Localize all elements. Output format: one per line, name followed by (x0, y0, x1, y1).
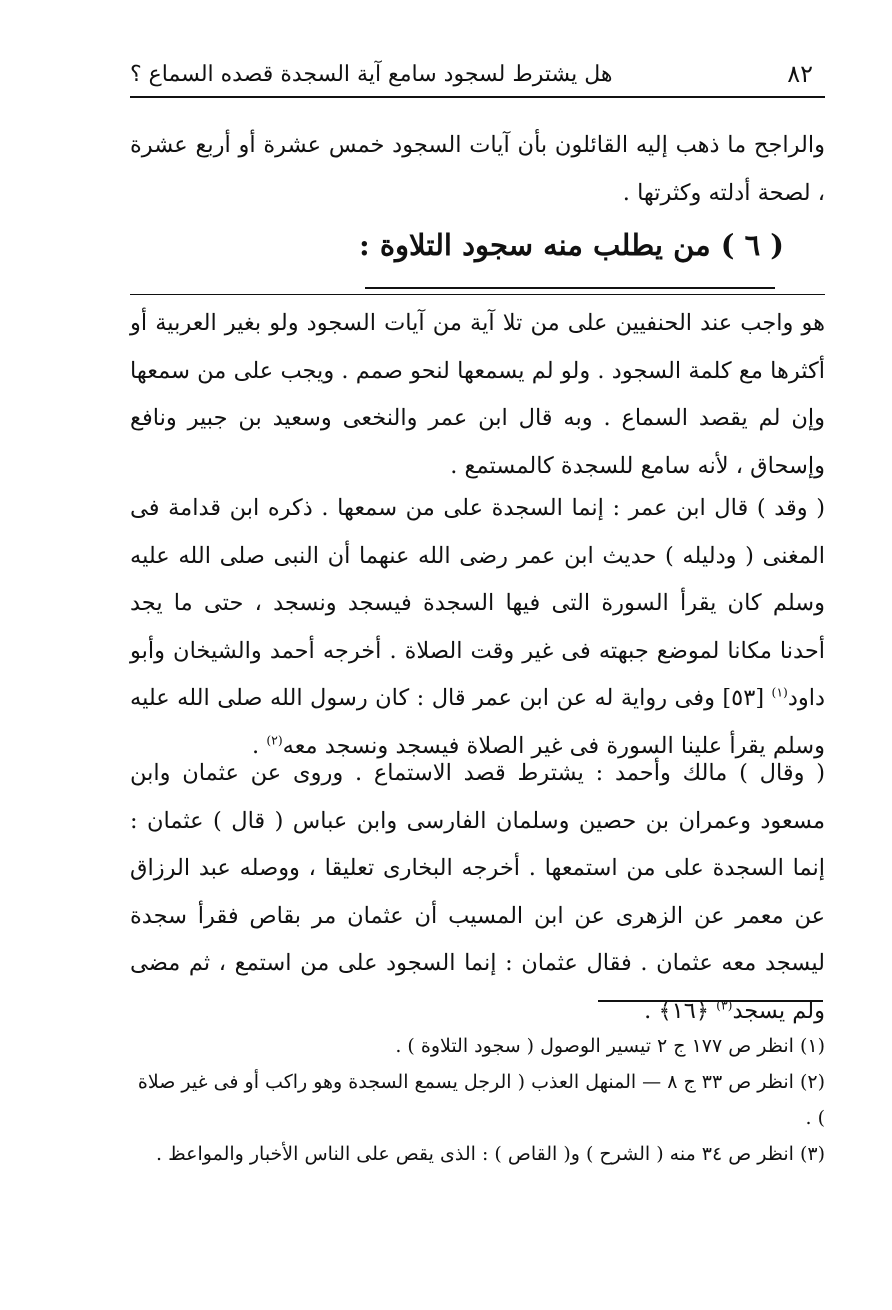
paragraph-text: . (252, 732, 267, 759)
footnote-3: (٣) انظر ص ٣٤ منه ( الشرح ) و( القاص ) : الذى يقص على الناس الأخبار والمواعظ . (156, 1143, 825, 1165)
page-number: ٨٢ (787, 60, 813, 88)
running-title: هل يشترط لسجود سامع آية السجدة قصده السماع ؟ (130, 61, 613, 87)
paragraph-text: ﴿١٦﴾ . (644, 997, 717, 1024)
paragraph-hanafi-ruling: هو واجب عند الحنفيين على من تلا آية من آيات السجود ولو بغير العربية أو أكثرها مع كلمة السجود . ولو لم يسمعها لنحو صمم . ويجب على من سمعها وإن لم يقصد السماع . وبه قال ابن عمر والنخعى وسعيد بن جبير ونافع وإسحاق ، لأنه سامع للسجدة كالمستمع . (130, 310, 825, 479)
paragraph-text: ( وقد ) قال ابن عمر : إنما السجدة على من سمعها . ذكره ابن قدامة فى المغنى ( ودليله ) حديث ابن عمر رضى الله عنهما أن النبى صلى الله عليه وسلم كان يقرأ السورة التى فيها السجدة فيسجد ونسجد ، حتى ما يجد أحدنا مكانا لموضع جبهته فى غير وقت الصلاة . أخرجه أحمد والشيخان وأبو داود (130, 495, 825, 711)
page-header (130, 52, 825, 98)
heading-underline (365, 287, 775, 289)
footnote-ref-1[interactable]: (١) (771, 685, 788, 700)
footnote-ref-3[interactable]: (٣) (716, 998, 733, 1012)
section-heading: ( ٦ ) من يطلب منه سجود التلاوة : (359, 228, 784, 262)
intro-paragraph: والراجح ما ذهب إليه القائلون بأن آيات السجود خمس عشرة أو أربع عشرة ، لصحة أدلته وكثرتها . (130, 132, 825, 206)
footnote-2: (٢) انظر ص ٣٣ ج ٨ — المنهل العذب ( الرجل يسمع السجدة وهو راكب أو فى غير صلاة ) . (137, 1071, 825, 1129)
footnote-ref-2[interactable]: (٢) (266, 733, 283, 747)
paragraph-ibn-umar (130, 485, 825, 770)
paragraph-text: ( وقال ) مالك وأحمد : يشترط قصد الاستماع . وروى عن عثمان وابن مسعود وعمران بن حصين وسلمان الفارسى وابن عباس ( قال ) عثمان : إنما السجدة على من استمعها . أخرجه البخارى تعليقا ، ووصله عبد الرزاق عن معمر عن الزهرى عن ابن المسيب أن عثمان مر بقاص فقرأ سجدة ليسجد معه عثمان . فقال عثمان : إنما السجود على من استمع ، ثم مضى ولم يسجد (130, 760, 825, 1024)
footnotes (130, 1028, 825, 1172)
footnote-divider (598, 1000, 823, 1002)
paragraph-text: [٥٣] وفى رواية له عن ابن عمر قال : كان رسول الله صلى الله عليه وسلم يقرأ علينا السورة فى غير الصلاة فيسجد ونسجد معه (130, 685, 825, 759)
footnote-1: (١) انظر ص ١٧٧ ج ٢ تيسير الوصول ( سجود التلاوة ) . (395, 1035, 825, 1057)
paragraph-malik-ahmad (130, 750, 825, 1035)
section-divider (130, 294, 825, 295)
